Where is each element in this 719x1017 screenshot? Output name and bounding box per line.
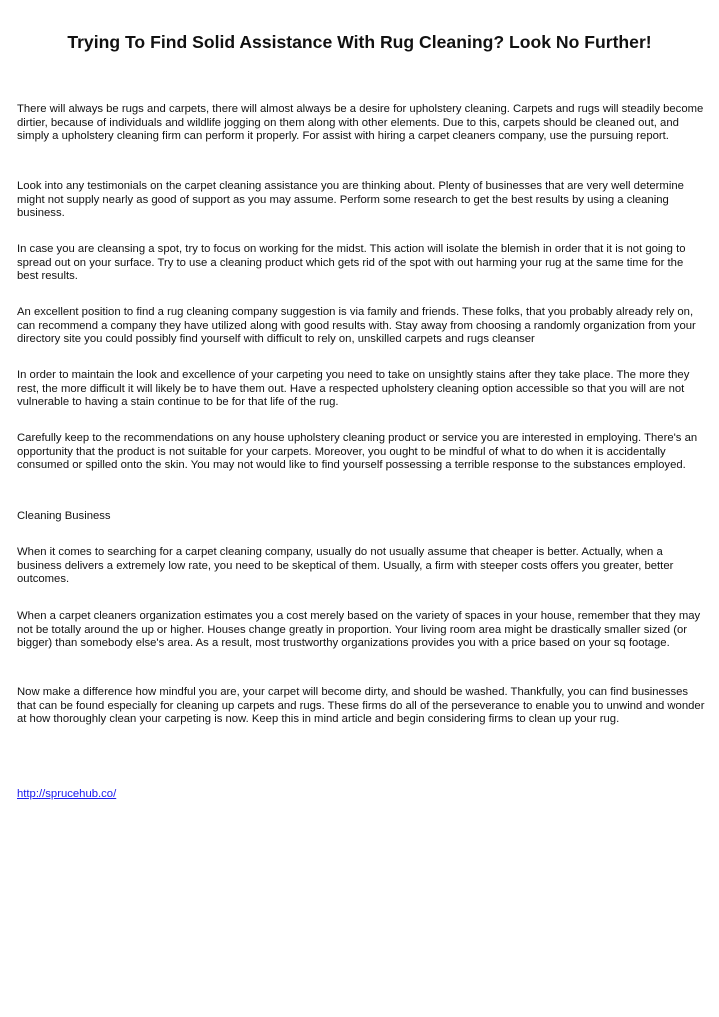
paragraph-spot-cleaning: In case you are cleansing a spot, try to focus on working for the midst. This action will isolate the blemish in order that it is not going to spread out on your surface. Try to use a cleaning product which gets rid of the spot with out harming your rug at the same time for the best results. bbox=[17, 243, 686, 283]
paragraph-estimates: When a carpet cleaners organization estimates you a cost merely based on the variety of spaces in your house, remember that they may not be totally around the up or higher. Houses change greatly in proportion. Your living room area might be drastically smaller sized (or bigger) than somebody else's area. As a result, most trustworthy organizations provides you with a price based on your sq footage. bbox=[17, 610, 701, 650]
source-link[interactable]: http://sprucehub.co/ bbox=[17, 788, 117, 800]
paragraph-stains: In order to maintain the look and excellence of your carpeting you need to take on unsightly stains after they take place. The more they rest, the more difficult it will likely be to have them out. Have a respected upholstery cleaning option accessible so that you will are not vulnerable to having a stain continue to be for that life of the rug. bbox=[17, 369, 690, 409]
paragraph-recommendations: Carefully keep to the recommendations on any house upholstery cleaning product or service you are interested in employing. There's an opportunity that the product is not suitable for your carpets. Moreover, you ought to be mindful of what to do when it is accidentally consumed or spilled onto the skin. You may not would like to find yourself possessing a terrible response to the substances employed. bbox=[17, 432, 698, 472]
section-heading-cleaning-business: Cleaning Business bbox=[17, 510, 111, 522]
paragraph-intro: There will always be rugs and carpets, there will almost always be a desire for upholstery cleaning. Carpets and rugs will steadily become dirtier, because of individuals and wildlife jogging on them along with other elements. Due to this, carpets should be cleaned out, and simply a upholstery cleaning firm can perform it properly. For assist with hiring a carpet cleaners company, use the pursuing report. bbox=[17, 103, 704, 143]
paragraph-referrals: An excellent position to find a rug cleaning company suggestion is via family and friends. These folks, that you probably already rely on, can recommend a company they have utilized along with good results with. Stay away from choosing a randomly organization from your directory site you could possibly find yourself with difficult to rely on, unskilled carpets and rugs cleanser bbox=[17, 306, 696, 346]
page-title: Trying To Find Solid Assistance With Rug Cleaning? Look No Further! bbox=[67, 32, 652, 52]
paragraph-testimonials: Look into any testimonials on the carpet cleaning assistance you are thinking about. Plenty of businesses that are very well determine might not supply nearly as good of support as you may assume. Perform some research to get the best results by using a cleaning business. bbox=[17, 180, 684, 220]
paragraph-pricing: When it comes to searching for a carpet cleaning company, usually do not usually assume that cheaper is better. Actually, when a business delivers a extremely low rate, you need to be skeptical of them. Usually, a firm with steeper costs offers you greater, better outcomes. bbox=[17, 546, 674, 586]
paragraph-conclusion: Now make a difference how mindful you are, your carpet will become dirty, and should be washed. Thankfully, you can find businesses that can be found especially for cleaning up carpets and rugs. These firms do all of the perseverance to enable you to unwind and wonder at how thoroughly clean your carpeting is now. Keep this in mind article and begin considering firms to clean up your rug. bbox=[17, 686, 705, 726]
